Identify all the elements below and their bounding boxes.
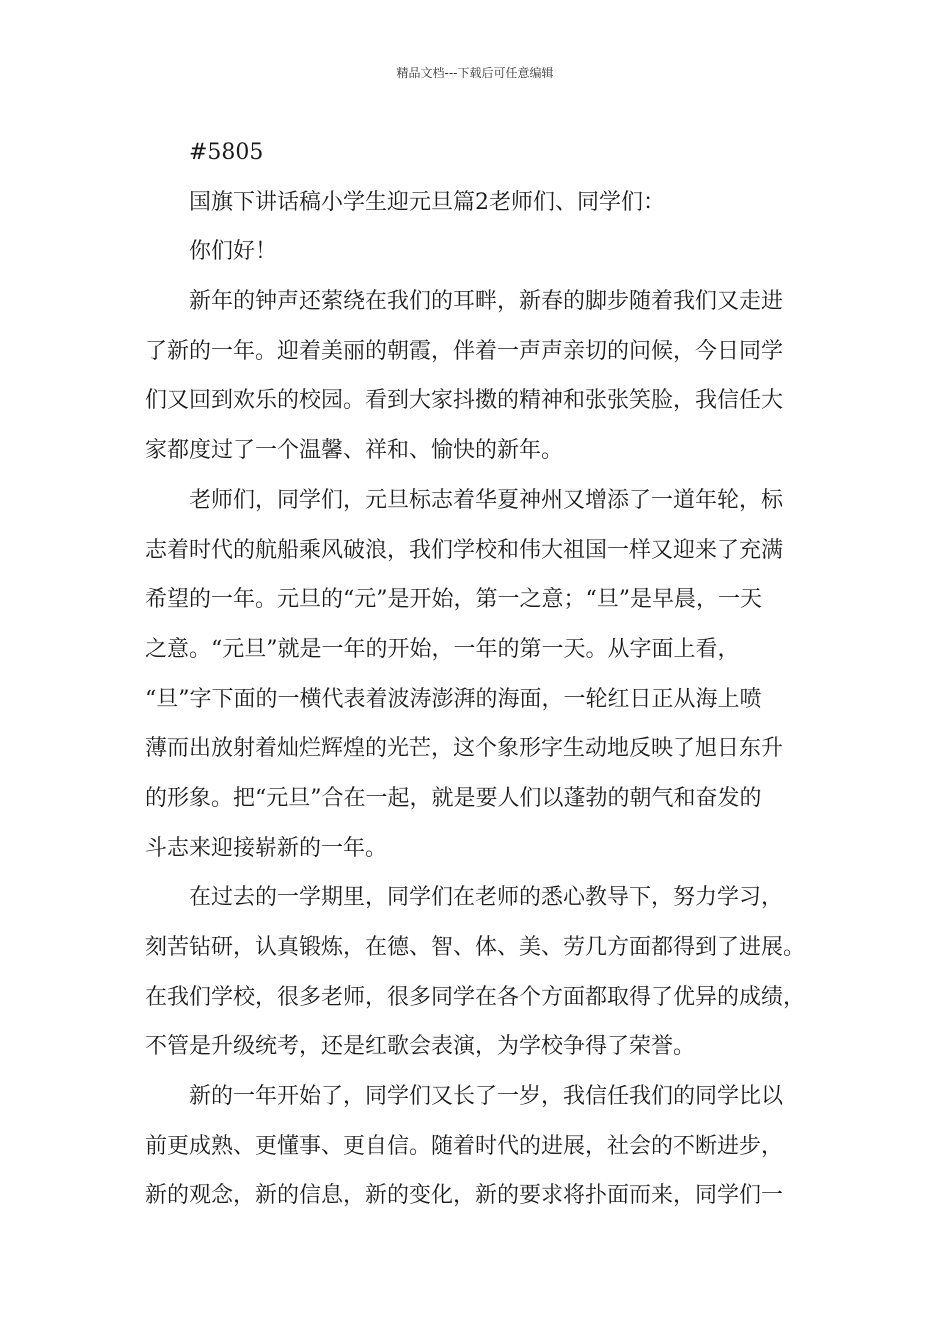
text-line: 你们好！	[189, 239, 278, 265]
text-line: 新年的钟声还萦绕在我们的耳畔，新春的脚步随着我们又走进	[189, 289, 784, 315]
text-line: 老师们，同学们，元旦标志着华夏神州又增添了一道年轮，标	[189, 487, 784, 513]
text-line: 希望的一年。元旦的“元”是开始，第一之意；“旦”是早晨，一天	[145, 587, 762, 613]
text-line: 刻苦钻研，认真锻炼，在德、智、体、美、劳几方面都得到了进展。	[145, 935, 806, 960]
text-line: 新的观念，新的信息，新的变化，新的要求将扑面而来，同学们一	[145, 1183, 784, 1209]
text-line: 家都度过了一个温馨、祥和、愉快的新年。	[145, 438, 564, 464]
document-body	[145, 128, 825, 1221]
text-line: 斗志来迎接崭新的一年。	[145, 835, 388, 861]
text-line: 们又回到欢乐的校园。看到大家抖擞的精神和张张笑脸，我信任大	[145, 388, 784, 414]
text-line: 国旗下讲话稿小学生迎元旦篇2老师们、同学们：	[189, 189, 665, 215]
text-line: 新的一年开始了，同学们又长了一岁，我信任我们的同学比以	[189, 1084, 784, 1110]
text-line: 的形象。把“元旦”合在一起，就是要人们以蓬勃的朝气和奋发的	[145, 785, 762, 811]
text-line: 之意。“元旦”就是一年的开始，一年的第一天。从字面上看，	[145, 636, 740, 662]
page-header: 精品文档---下载后可任意编辑	[396, 66, 554, 80]
text-line: #5805	[189, 140, 264, 165]
text-line: 在我们学校，很多老师，很多同学在各个方面都取得了优异的成绩，	[145, 984, 806, 1010]
text-line: 志着时代的航船乘风破浪，我们学校和伟大祖国一样又迎来了充满	[145, 537, 784, 563]
text-line: 在过去的一学期里，同学们在老师的悉心教导下，努力学习，	[189, 885, 784, 911]
text-line: 前更成熟、更懂事、更自信。随着时代的进展，社会的不断进步，	[145, 1133, 784, 1159]
text-line: 薄而出放射着灿烂辉煌的光芒，这个象形字生动地反映了旭日东升	[145, 736, 784, 762]
text-line: 不管是升级统考，还是红歌会表演，为学校争得了荣誉。	[145, 1034, 696, 1060]
text-line: “旦”字下面的一横代表着波涛澎湃的海面，一轮红日正从海上喷	[145, 686, 762, 712]
text-line: 了新的一年。迎着美丽的朝霞，伴着一声声亲切的问候，今日同学	[145, 338, 784, 364]
